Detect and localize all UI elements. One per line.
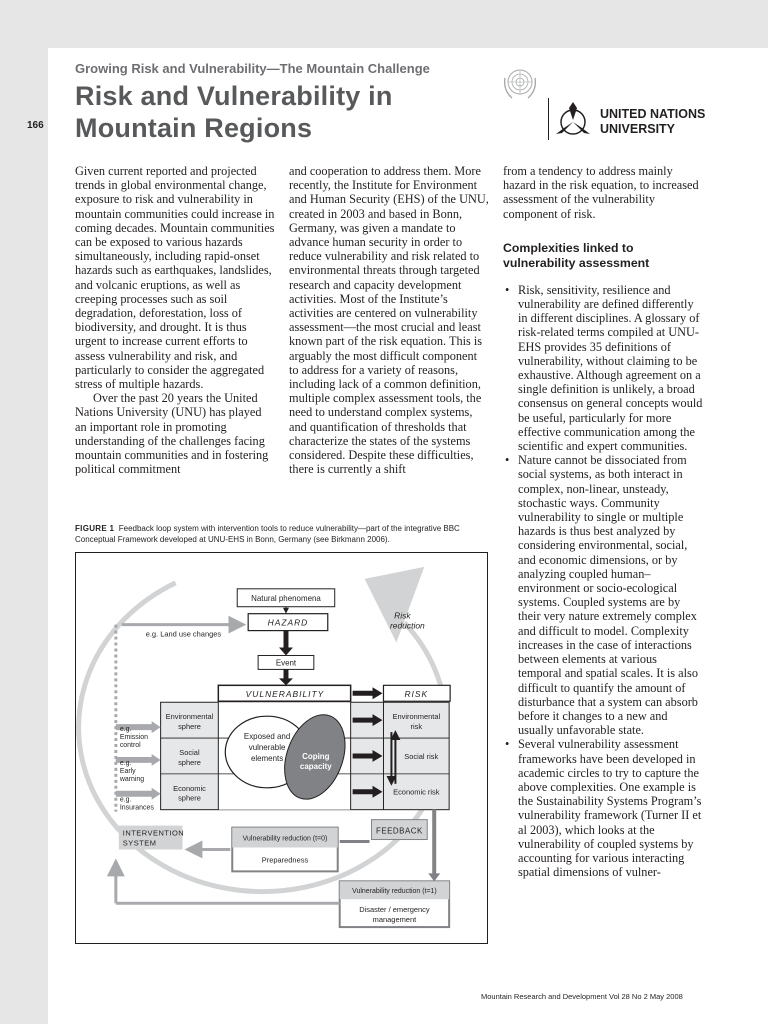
preparedness-label: Preparedness xyxy=(261,855,309,865)
risk-reduction-label: reduction xyxy=(389,620,425,631)
unu-name-line1: UNITED NATIONS xyxy=(600,107,706,121)
warning-label: warning xyxy=(119,775,145,783)
exposed-label: vulnerable xyxy=(248,742,286,752)
text-column-3 xyxy=(503,164,703,879)
text-column-2 xyxy=(289,164,489,476)
list-item xyxy=(503,737,703,879)
unu-logo-icon xyxy=(552,100,594,140)
warning-label: e.g. xyxy=(119,759,132,767)
un-emblem-icon xyxy=(500,64,540,104)
social-risk-label: Social risk xyxy=(404,751,439,761)
economic-sphere-label: sphere xyxy=(178,793,201,803)
env-risk-label: Environmental xyxy=(392,712,441,722)
page-footer: Mountain Research and Development Vol 28 No 2 May 2008 xyxy=(481,992,683,1001)
paragraph: from a tendency to address mainly hazard in the risk equation, to increased assessment of the vulnerability component of risk. xyxy=(503,164,699,221)
list-item-text: Risk, sensitivity, resilience and vulnerability are defined differently in different disciplines. A glossary of risk-related terms compiled at UNU-EHS provides 35 definitions of vulnerability, without claiming to be exhaustive. Although agreement on a single definition is unlikely, a broad consensus on general concepts would be useful, particularly for more effective communication among the scientific and expert communities. xyxy=(518,282,703,454)
text-column-1 xyxy=(75,164,275,476)
unu-name-line2: UNIVERSITY xyxy=(600,122,676,136)
figure-label: FIGURE 1 xyxy=(75,524,115,533)
social-sphere-label: sphere xyxy=(178,757,201,767)
insurance-label: e.g. xyxy=(119,796,132,804)
event-label: Event xyxy=(275,658,297,668)
list-item-text: Nature cannot be dissociated from social systems, as both interact in complex, non-linear, unsteady, stochastic ways. Community vulnerability to single or multiple hazards is thus best analyzed by considering environmental, social, and economic dimensions, or by analyzing coupled human–environment or socio-ecological systems. Coupled systems are by their very nature extremely complex and difficult to model. Complexity increases in the case of interactions between elements at various temporal and spatial scales. It is also difficult to quantify the amount of disturbance that a system can absorb before it changes to a new and usually unfavorable state. xyxy=(518,453,698,738)
social-sphere-label: Social xyxy=(179,747,200,757)
figure-caption-text: Feedback loop system with intervention tools to reduce vulnerability—part of the integrative BBC Conceptual Framework developed at UNU-EHS in Bonn, Germany (see Birkmann 2006). xyxy=(75,524,460,544)
env-sphere-label: sphere xyxy=(178,722,201,732)
intervention-label: INTERVENTION xyxy=(122,828,185,838)
exposed-label: elements xyxy=(250,753,284,763)
economic-risk-label: Economic risk xyxy=(393,787,440,797)
list-item xyxy=(503,283,703,453)
page-number: 166 xyxy=(27,120,44,131)
emission-label: e.g. xyxy=(119,726,132,734)
list-item-text: Several vulnerability assessment frameworks have been developed in academic circles to try to capture the above complexities. One example is the Sustainability Systems Program’s vulnerability framework (Turner II et al 2003), which looks at the vulnerability of coupled systems by accounting for various interacting spatial dimensions of vulner- xyxy=(518,737,702,880)
article-title-line1: Risk and Vulnerability in xyxy=(75,81,393,111)
vr-t0-label: Vulnerability reduction (t=0) xyxy=(242,835,328,843)
feedback-label: FEEDBACK xyxy=(376,826,423,836)
natural-phenomena-label: Natural phenomena xyxy=(251,593,321,603)
env-sphere-label: Environmental xyxy=(165,712,214,722)
bullet-icon: • xyxy=(505,737,510,752)
figure-diagram xyxy=(75,552,488,944)
insurance-label: Insurances xyxy=(119,804,154,812)
paragraph: and cooperation to address them. More recently, the Institute for Environment and Human Security (EHS) of the UNU, created in 2003 and based in Bonn, Germany, was given a mandate to advance human security in order to reduce vulnerability and risk related to environmental threats through targeted research and capacity development activities. Most of the Institute’s activities are centered on vulnerability assessment—the most crucial and least known part of the risk equation. This is arguably the most difficult component to address for a variety of reasons, including lack of a common definition, multiple complex assessment tools, the need to understand complex systems, and quantification of thresholds that characterize the states of the systems considered. Despite these difficulties, there is currently a shift xyxy=(289,164,489,477)
risk-label: RISK xyxy=(404,689,429,700)
exposed-label: Exposed and xyxy=(243,732,291,742)
disaster-label: management xyxy=(372,915,417,925)
article-supertitle: Growing Risk and Vulnerability—The Mountain Challenge xyxy=(75,61,430,76)
intervention-label: SYSTEM xyxy=(122,838,157,848)
land-use-label: e.g. Land use changes xyxy=(145,629,222,639)
disaster-label: Disaster / emergency xyxy=(359,905,430,915)
emission-label: control xyxy=(119,742,141,750)
logo-divider xyxy=(548,98,549,140)
vulnerability-label: VULNERABILITY xyxy=(245,689,325,700)
bullet-icon: • xyxy=(505,453,510,468)
hazard-label: HAZARD xyxy=(267,617,309,628)
warning-label: Early xyxy=(119,767,136,775)
paragraph: Over the past 20 years the United Nations University (UNU) has played an important role in promoting understanding of the challenges facing mountain communities and in fostering political commitment xyxy=(75,391,269,477)
risk-reduction-label: Risk xyxy=(394,610,411,621)
economic-sphere-label: Economic xyxy=(173,783,206,793)
env-risk-label: risk xyxy=(410,722,423,732)
figure-caption xyxy=(75,523,495,545)
list-item xyxy=(503,453,703,737)
emission-label: Emission xyxy=(119,734,149,742)
section-heading: Complexities linked to vulnerability assessment xyxy=(503,240,650,270)
article-title-line2: Mountain Regions xyxy=(75,113,313,143)
bullet-icon: • xyxy=(505,282,510,297)
coping-label: capacity xyxy=(299,761,332,771)
coping-label: Coping xyxy=(302,751,330,761)
risk-reduction-arrow xyxy=(365,567,425,643)
paragraph: Given current reported and projected trends in global environmental change, exposure to risk and vulnerability in mountain communities could increase in coming decades. Mountain communities can be exposed to various hazards simultaneously, including rapid-onset hazards such as earthquakes, landslides, and volcanic eruptions, as well as creeping processes such as soil degradation, deforestation, loss of biodiversity, and drought. It is thus urgent to increase current efforts to assess vulnerability and risk, and particularly to consider the aggregated stress of multiple hazards. xyxy=(75,164,275,392)
vr-t1-label: Vulnerability reduction (t=1) xyxy=(352,888,437,896)
bullet-list xyxy=(503,283,703,880)
